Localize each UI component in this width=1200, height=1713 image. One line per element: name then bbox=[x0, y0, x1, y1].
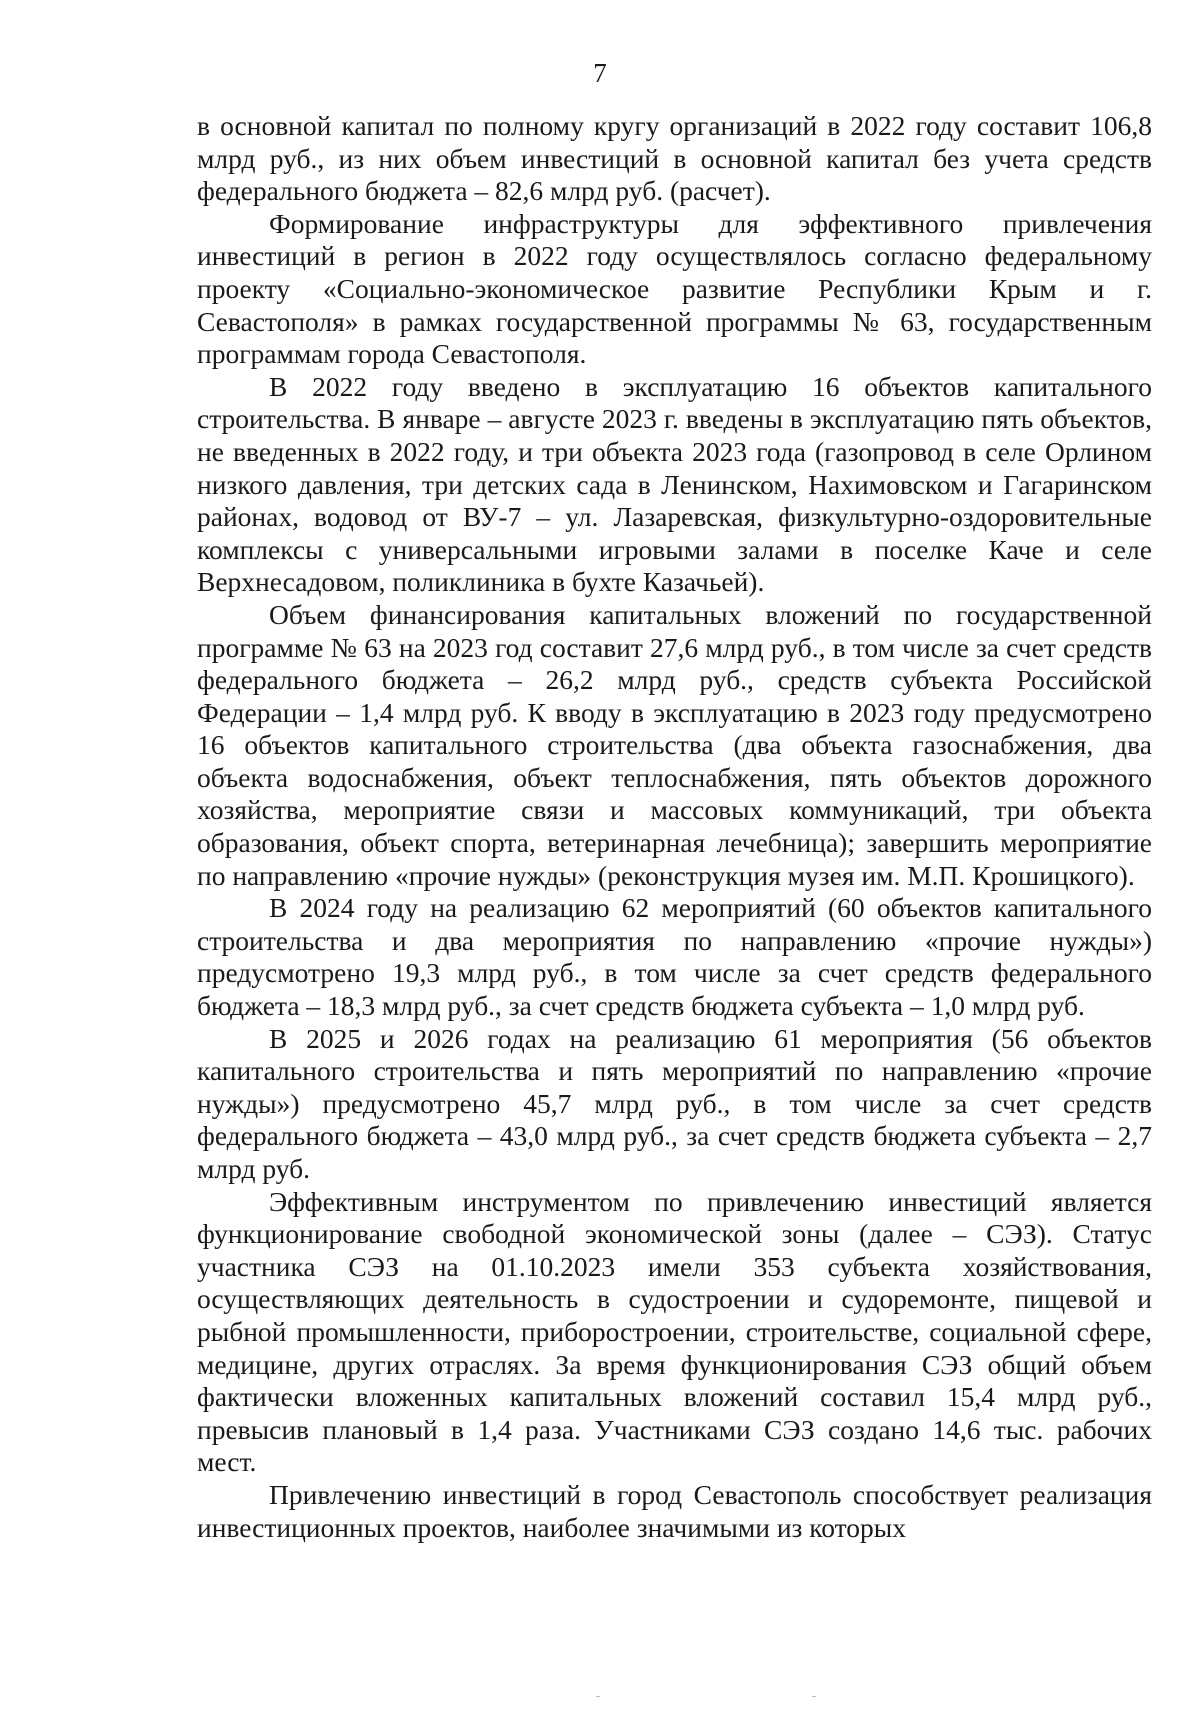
scan-marks bbox=[0, 1690, 1200, 1710]
page-number: 7 bbox=[593, 58, 607, 88]
paragraph-7: Эффективным инструментом по привлечению инвестиций является функционирование свободной экономической зоны (далее – СЭЗ). Статус участника СЭЗ на 01.10.2023 имели 353 субъекта хозяйствования, осуществляющих деятельность в судостроении и судоремонте, пищевой и рыбной промышленности, приборостроении, строительстве, социальной сфере, медицине, других отраслях. За время функционирования СЭЗ общий объем фактически вложенных капитальных вложений составил 15,4 млрд руб., превысив плановый в 1,4 раза. Участниками СЭЗ создано 14,6 тыс. рабочих мест. bbox=[197, 1185, 1152, 1478]
scan-mark bbox=[812, 1696, 816, 1697]
scan-mark bbox=[596, 1696, 600, 1697]
paragraph-3: В 2022 году введено в эксплуатацию 16 объектов капитального строительства. В январе – августе 2023 г. введены в эксплуатацию пять объектов, не введенных в 2022 году, и три объекта 2023 года (газопровод в селе Орлином низкого давления, три детских сада в Ленинском, Нахимовском и Гагаринском районах, водовод от ВУ-7 – ул. Лазаревская, физкультурно-оздоровительные комплексы с универсальными игровыми залами в поселке Каче и селе Верхнесадовом, поликлиника в бухте Казачьей). bbox=[197, 370, 1152, 598]
paragraph-8: Привлечению инвестиций в город Севастополь способствует реализация инвестиционных проектов, наиболее значимыми из которых bbox=[197, 1478, 1152, 1543]
paragraph-2: Формирование инфраструктуры для эффективного привлечения инвестиций в регион в 2022 году осуществлялось согласно федеральному проекту «Социально-экономическое развитие Республики Крым и г. Севастополя» в рамках государственной программы № 63, государственным программам города Севастополя. bbox=[197, 207, 1152, 370]
document-body bbox=[197, 110, 1152, 1544]
paragraph-1: в основной капитал по полному кругу организаций в 2022 году составит 106,8 млрд руб., из них объем инвестиций в основной капитал без учета средств федерального бюджета – 82,6 млрд руб. (расчет). bbox=[197, 110, 1152, 207]
paragraph-5: В 2024 году на реализацию 62 мероприятий (60 объектов капитального строительства и два мероприятия по направлению «прочие нужды») предусмотрено 19,3 млрд руб., в том числе за счет средств федерального бюджета – 18,3 млрд руб., за счет средств бюджета субъекта – 1,0 млрд руб. bbox=[197, 892, 1152, 1022]
paragraph-4: Объем финансирования капитальных вложений по государственной программе № 63 на 2023 год составит 27,6 млрд руб., в том числе за счет средств федерального бюджета – 26,2 млрд руб., средств субъекта Российской Федерации – 1,4 млрд руб. К вводу в эксплуатацию в 2023 году предусмотрено 16 объектов капитального строительства (два объекта газоснабжения, два объекта водоснабжения, объект теплоснабжения, пять объектов дорожного хозяйства, мероприятие связи и массовых коммуникаций, три объекта образования, объект спорта, ветеринарная лечебница); завершить мероприятие по направлению «прочие нужды» (реконструкция музея им. М.П. Крошицкого). bbox=[197, 598, 1152, 891]
paragraph-6: В 2025 и 2026 годах на реализацию 61 мероприятия (56 объектов капитального строительства и пять мероприятий по направлению «прочие нужды») предусмотрено 45,7 млрд руб., в том числе за счет средств федерального бюджета – 43,0 млрд руб., за счет средств бюджета субъекта – 2,7 млрд руб. bbox=[197, 1022, 1152, 1184]
